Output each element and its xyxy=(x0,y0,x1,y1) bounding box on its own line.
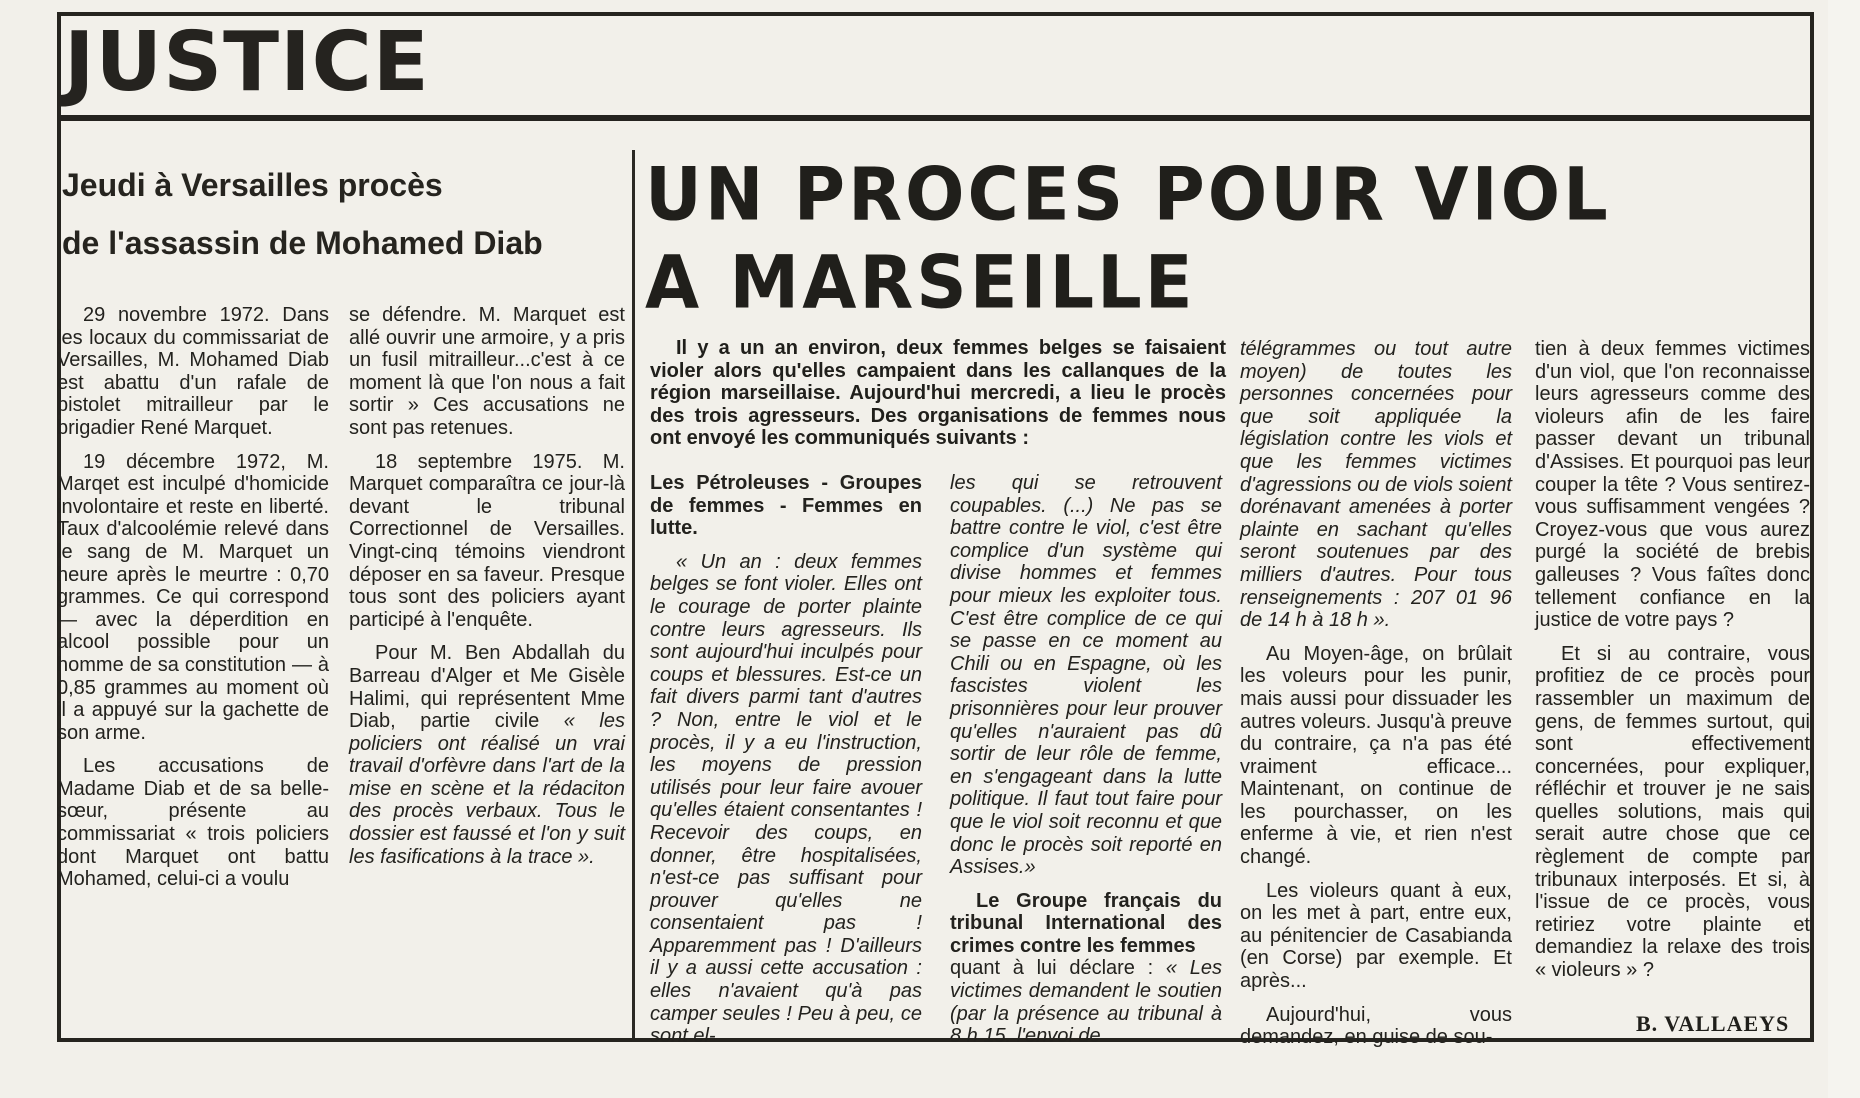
story2-colA-quote: « Un an : deux femmes belges se font violer. Elles ont le courage de porter plainte contre leurs agresseurs. Ils sont aujourd'hui inculpés pour coups et blessures. Est-ce un fait divers parmi tant d'autres ? Non, entre le viol et le procès, il y a eu l'instruction, les moyens de pression utilisés pour leur faire avouer qu'elles étaient consentantes ! Recevoir des coups, en donner, être hospitalisées, n'est-ce pas suffisant pour prouver qu'elles ne consentaient pas ! Apparemment pas ! D'ailleurs il y a aussi cette accusation : elles n'avaient qu'à pas camper seules ! Peu à peu, ce sont el- xyxy=(650,550,922,1048)
story2-headline-line2: A MARSEILLE xyxy=(645,239,1196,326)
story2-headline-line1: UN PROCES POUR VIOL xyxy=(645,151,1611,238)
story2-colB-text: quant à lui déclare : xyxy=(950,957,1154,980)
story1-col2-paragraph: 18 septembre 1975. M. Marquet comparaîtra ce jour-là devant le tribunal Correctionnel de Versailles. Vingt-cinq témoins viendront déposer en sa faveur. Presque tous sont des policiers ayant participé à l'enquête. xyxy=(349,450,625,631)
story1-col1-paragraph: 29 novembre 1972. Dans les locaux du commissariat de Versailles, M. Mohamed Diab est abattu d'un rafale de pistolet mitrailleur par le brigadier René Marquet. xyxy=(57,304,329,439)
story2-column-a xyxy=(650,472,922,1048)
story1-col2-quote: « les policiers ont réalisé un vrai travail d'orfèvre dans l'art de la mise en scène et la rédaciton des procès verbaux. Tous le dossier est faussé et l'on y suit les fasifications à la trace ». xyxy=(349,710,625,868)
story1-column-2 xyxy=(349,304,625,868)
story2-colD-paragraph: tien à deux femmes victimes d'un viol, que l'on reconnaisse leurs agresseurs comme des violeurs afin de les faire passer devant un tribunal d'Assises. Et pourquoi pas leur couper la tête ? Vous sentirez-vous suffisamment vengées ? Croyez-vous que vous aurez purgé la société de brebis galleuses ? Vous faîtes donc tellement confiance en la justice de votre pays ? xyxy=(1535,338,1810,632)
story2-column-d xyxy=(1535,338,1810,982)
story2-colB-paragraph xyxy=(950,957,1222,1047)
story1-col1-paragraph: 19 décembre 1972, M. Marqet est inculpé d'homicide involontaire et reste en liberté. Taux d'alcoolémie relevé dans le sang de M. Marquet un heure après le meurtre : 0,70 grammes. Ce qui correspond — avec la déperdition en alcool possible pour un homme de sa constitution — à 0,85 grammes au moment où il a appuyé sur la gachette de son arme. xyxy=(57,450,329,744)
story2-colB-quote: les qui se retrouvent coupables. (...) Ne pas se battre contre le viol, c'est être complice d'un système qui divise hommes et femmes pour mieux les exploiter tous. C'est être complice de ce qui se passe en ce moment au Chili ou en Espagne, où les fascistes violent les prisonnières pour leur prouver qu'elles n'auraient pas dû sortir de leur rôle de femme, en s'engageant dans la lutte politique. Il faut tout faire pour que le viol soit reconnu et que donc le procès soit reporté en Assises.» xyxy=(950,472,1222,879)
story-divider xyxy=(632,150,635,1038)
section-rule xyxy=(60,115,1810,121)
story1-headline-line2: de l'assassin de Mohamed Diab xyxy=(62,225,543,261)
story2-colC-quote: télégrammes ou tout autre moyen) de toutes les personnes concernées pour que soit appliquée la législation contre les viols et que les femmes victimes d'agressions ou de viols soient dorénavant amenées à porter plainte en sachant qu'elles seront soutenues par des milliers d'autres. Pour tous renseignements : 207 01 96 de 14 h à 18 h ». xyxy=(1240,338,1512,632)
story2-headline xyxy=(645,150,1611,326)
story1-headline-line1: Jeudi à Versailles procès xyxy=(62,167,443,203)
story1-col1-paragraph: Les accusations de Madame Diab et de sa belle-sœur, présente au commissariat « trois policiers dont Marquet ont battu Mohamed, celui-ci a voulu xyxy=(57,755,329,891)
story2-colC-paragraph: Aujourd'hui, vous demandez, en guise de sou- xyxy=(1240,1003,1512,1049)
author-signature: B. VALLAEYS xyxy=(1636,1011,1790,1036)
story1-col2-paragraph xyxy=(349,642,625,868)
story1-headline xyxy=(62,156,622,272)
story2-colB-italic: « Les victimes demandent le soutien (par la présence au tribunal à 8 h 15. l'envoi de xyxy=(950,957,1222,1048)
story2-colC-paragraph: Au Moyen-âge, on brûlait les voleurs pour les punir, mais aussi pour dissuader les autres voleurs. Jusqu'à preuve du contraire, ça n'a pas été vraiment efficace... Maintenant, on continue de les pourchasser, on les enferme à vie, et rien n'est changé. xyxy=(1240,642,1512,869)
adjacent-page-edge xyxy=(1828,0,1860,1098)
story2-colD-paragraph: Et si au contraire, vous profitiez de ce procès pour rassembler un maximum de gens, de femmes surtout, qui sont effectivement concernées, pour expliquer, réfléchir et trouver je ne sais quelles solutions, mais qui serait autre chose que ce règlement de compte par tribunaux interposés. Et si, à l'issue de ce procès, vous retiriez votre plainte et demandiez la relaxe des trois « violeurs » ? xyxy=(1535,642,1810,982)
story2-column-c xyxy=(1240,338,1512,1049)
story1-column-1 xyxy=(57,304,329,891)
story2-column-b xyxy=(950,472,1222,1048)
story1-col2-paragraph: se défendre. M. Marquet est allé ouvrir une armoire, y a pris un fusil mitrailleur...c'est à ce moment là que l'on nous a fait sortir » Ces accusations ne sont pas retenues. xyxy=(349,304,625,439)
section-title: JUSTICE xyxy=(64,15,430,110)
story2-colC-paragraph: Les violeurs quant à eux, on les met à part, entre eux, au pénitencier de Casabianda (en Corse) par exemple. Et après... xyxy=(1240,879,1512,993)
story1-col2-text: Pour M. Ben Abdallah du Barreau d'Alger et Me Gisèle Halimi, qui représentent Mme Diab, partie civile xyxy=(349,642,625,733)
story2-lead: Il y a un an environ, deux femmes belges se faisaient violer alors qu'elles campaient dans les callanques de la région marseillaise. Aujourd'hui mercredi, a lieu le procès des trois agresseurs. Des organisations de femmes nous ont envoyé les communiqués suivants : xyxy=(650,337,1226,450)
story2-colA-heading: Les Pétroleuses - Groupes de femmes - Femmes en lutte. xyxy=(650,472,922,540)
story2-colB-heading: Le Groupe français du tribunal International des crimes contre les femmes xyxy=(950,889,1222,957)
